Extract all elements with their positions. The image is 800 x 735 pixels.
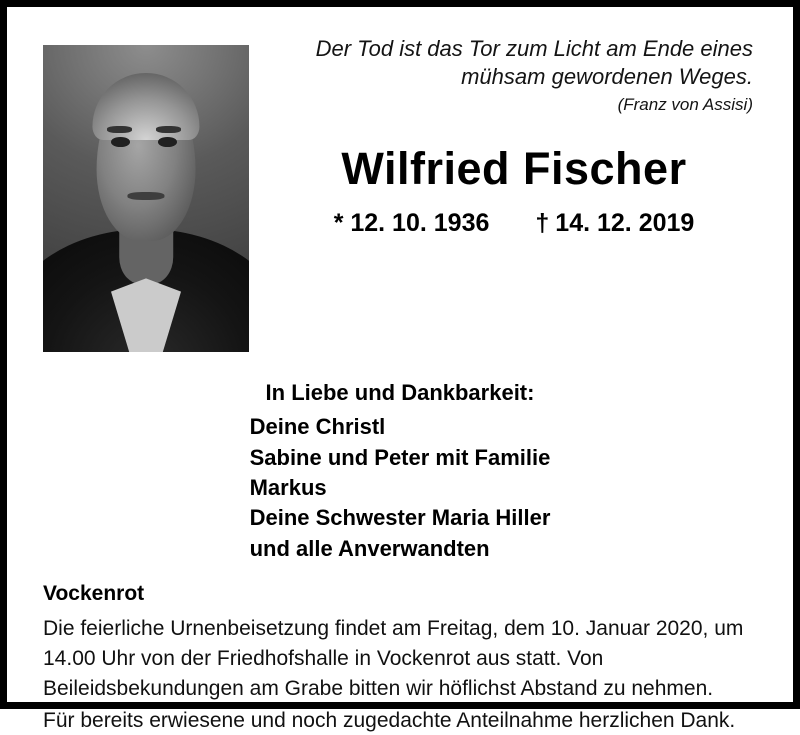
portrait-eyebrow-right [156, 126, 181, 133]
family-member: Deine Christl [249, 414, 386, 440]
obituary-content [7, 7, 793, 732]
family-member: Sabine und Peter mit Familie [249, 444, 551, 470]
life-dates [271, 209, 757, 238]
notice-paragraph: Für bereits erwiesene und noch zugedachte Anteilnahme herzlichen Dank. [43, 708, 736, 732]
portrait-eye-right [158, 137, 177, 147]
birth-date: * 12. 10. 1936 [333, 209, 490, 238]
header-text-block [249, 31, 757, 238]
dedication-line: In Liebe und Dankbarkeit: [265, 380, 535, 405]
deceased-name: Wilfried Fischer [341, 143, 687, 195]
family-section [43, 378, 757, 564]
portrait-eyebrow-left [107, 126, 132, 133]
header-section [43, 31, 757, 352]
portrait-eye-left [111, 137, 130, 147]
family-names [250, 412, 551, 564]
death-date-group [535, 209, 694, 238]
quote-source: (Franz von Assisi) [617, 95, 753, 115]
quote-text: Der Tod ist das Tor zum Licht am Ende eines mühsam gewordenen Weges. [315, 36, 753, 90]
notice-paragraph: Die feierliche Urnenbeisetzung findet am Freitag, dem 10. Januar 2020, um 14.00 Uhr von der Friedhofshalle in Vockenrot aus statt. Von Beileidsbekundungen am Grabe bitten wir höflichst Abstand zu nehmen. [43, 617, 744, 700]
portrait-mouth [127, 192, 164, 200]
family-member: Markus [249, 475, 327, 501]
place-name: Vockenrot [43, 582, 145, 606]
family-member: Deine Schwester Maria Hiller [249, 505, 551, 531]
family-member: und alle Anverwandten [249, 535, 490, 561]
cross-icon: † [535, 209, 550, 238]
funeral-notice [43, 614, 757, 735]
portrait-photo [43, 45, 249, 352]
death-date: 14. 12. 2019 [555, 209, 695, 238]
